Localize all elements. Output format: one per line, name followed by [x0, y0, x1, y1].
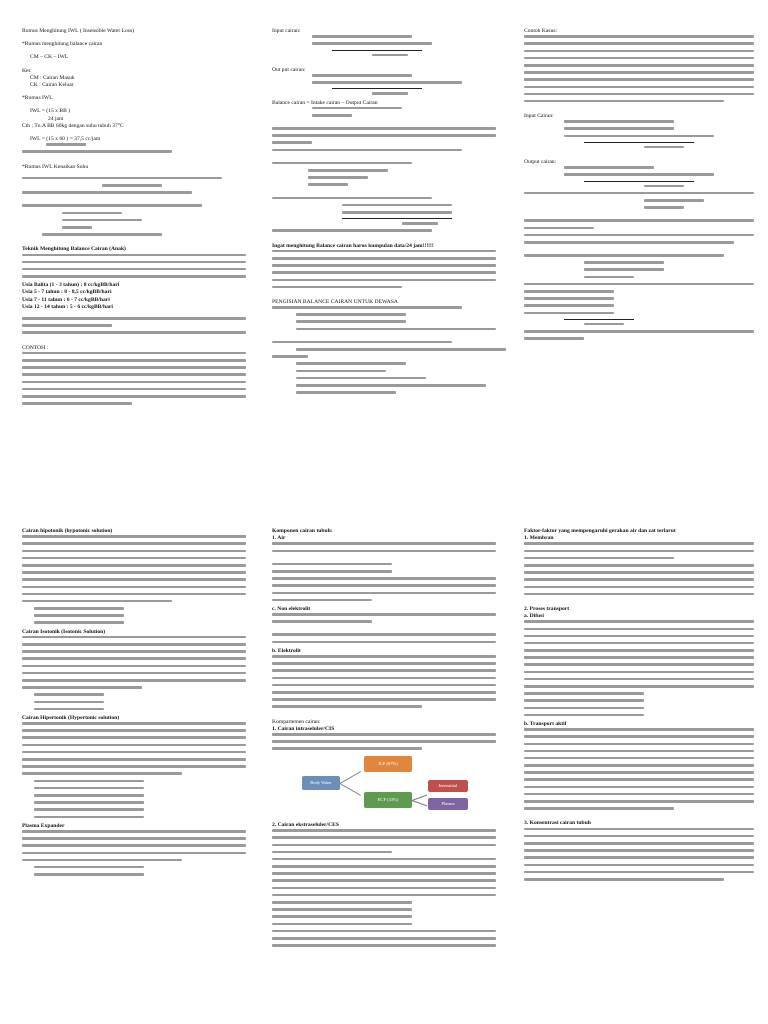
komponen-heading: Komponen cairan tubuh: [272, 528, 333, 534]
bottom-section [0, 528, 768, 1020]
usia-row-3: Usia 7 - 11 tahun : 6 - 7 cc/kgBB/hari [22, 296, 110, 303]
output-cairan-label-3: Output cairan: [524, 159, 557, 166]
kompartemen-intraseluler: 1. Cairan intraseluler/CIS [272, 725, 335, 732]
iwl-formula: IWL = (15 x BB ) [30, 108, 71, 115]
input-cairan-label-3: Input Cairan: [524, 113, 554, 120]
bottom-column-2 [256, 528, 512, 1020]
anak-heading: Teknik Menghitung Balance Cairan (Anak) [22, 246, 126, 253]
transport-heading: 2. Proses transport [524, 605, 570, 612]
icf-box: ICF (67%) [364, 756, 412, 772]
isotonik-heading: Cairan Isotonik (Isotonic Solution) [22, 628, 106, 635]
iwl-fever-heading: *Rumus IWL Kenaikan Suhu [22, 163, 89, 170]
iwl-example: Cth : Tn.A BB 60kg dengan suhu tubuh 37°C [22, 122, 124, 129]
ingat-heading: Ingat menghitung Balance cairan harus kumpulan data/24 jam!!!!!! [272, 242, 434, 249]
iwl-example-result: IWL = (15 x 60 ) = 37,5 cc/jam [30, 136, 101, 143]
komponen-elektrolit: b. Elektrolit [272, 647, 301, 654]
hipotonik-heading: Cairan hipotonik (hypotonic solution) [22, 528, 113, 534]
iwl-formula-heading: *Rumus IWL [22, 95, 53, 102]
iwl-formula-denominator: 24 jam [48, 115, 64, 122]
contoh-kasus-label: Contoh Kasus: [524, 28, 558, 34]
top-column-2 [256, 28, 512, 480]
top-section [0, 28, 768, 480]
balance-cairan-formula: Balance cairan = Intake cairan – Output Cairan [272, 99, 378, 106]
membran-heading: 1. Membran [524, 535, 554, 542]
output-cairan-label: Out put cairan: [272, 66, 306, 73]
kompartemen-ekstraseluler: 2. Cairan ekstraseluler/CES [272, 821, 339, 828]
komponen-air: 1. Air [272, 535, 286, 542]
kompartemen-label: Kompartemen cairan: [272, 718, 321, 725]
body-water-diagram [302, 756, 472, 814]
pengisian-heading: PENGISIAN BALANCE CAIRAN UNTUK DEWASA [272, 298, 398, 305]
balance-formula-heading: *Rumus menghitung balance cairan [22, 41, 103, 48]
plasma-expander-heading: Plasma Expander [22, 822, 65, 829]
balance-formula: CM – CK – IWL [30, 54, 69, 61]
interstitial-box: Interstitial [428, 780, 468, 792]
top-column-1 [0, 28, 256, 480]
bottom-column-3 [512, 528, 768, 1020]
usia-row-2: Usia 5 - 7 tahun : 8 - 8,5 cc/kgBB/hari [22, 289, 112, 296]
hipertonik-heading: Cairan Hipertonik (Hypertonic solution) [22, 714, 120, 721]
usia-row-4: Usia 12 - 14 tahun : 5 - 6 cc/kgBB/hari [22, 303, 113, 310]
body-water-box: Body Water [302, 776, 340, 790]
ecf-box: ECF (33%) [364, 792, 412, 808]
plasma-box: Plasma [428, 798, 468, 810]
konsentrasi-heading: 3. Konsentrasi cairan tubuh [524, 820, 591, 827]
faktor-heading: Faktor-faktor yang mempengaruhi gerakan air dan zat terlarut [524, 528, 676, 534]
top-column-3 [512, 28, 768, 480]
usia-row-1: Usia Balita (1 - 3 tahun) : 8 cc/kgBB/hari [22, 282, 120, 289]
contoh-label: CONTOH : [22, 344, 49, 351]
ket-label: Ket: [22, 67, 32, 74]
ket-cm: CM : Cairan Masuk [30, 74, 75, 81]
ket-ck: CK : Cairan Keluar [30, 82, 74, 89]
input-cairan-label: Input cairan: [272, 28, 301, 34]
difusi-heading: a. Difusi [524, 613, 544, 620]
bottom-column-1 [0, 528, 256, 1020]
iwl-title: Rumus Menghitung IWL ( Insensible Water Loss) [22, 28, 135, 34]
transport-aktif-heading: b. Transport aktif [524, 720, 567, 727]
komponen-nonelektrolit: c. Non elektrolit [272, 605, 311, 612]
